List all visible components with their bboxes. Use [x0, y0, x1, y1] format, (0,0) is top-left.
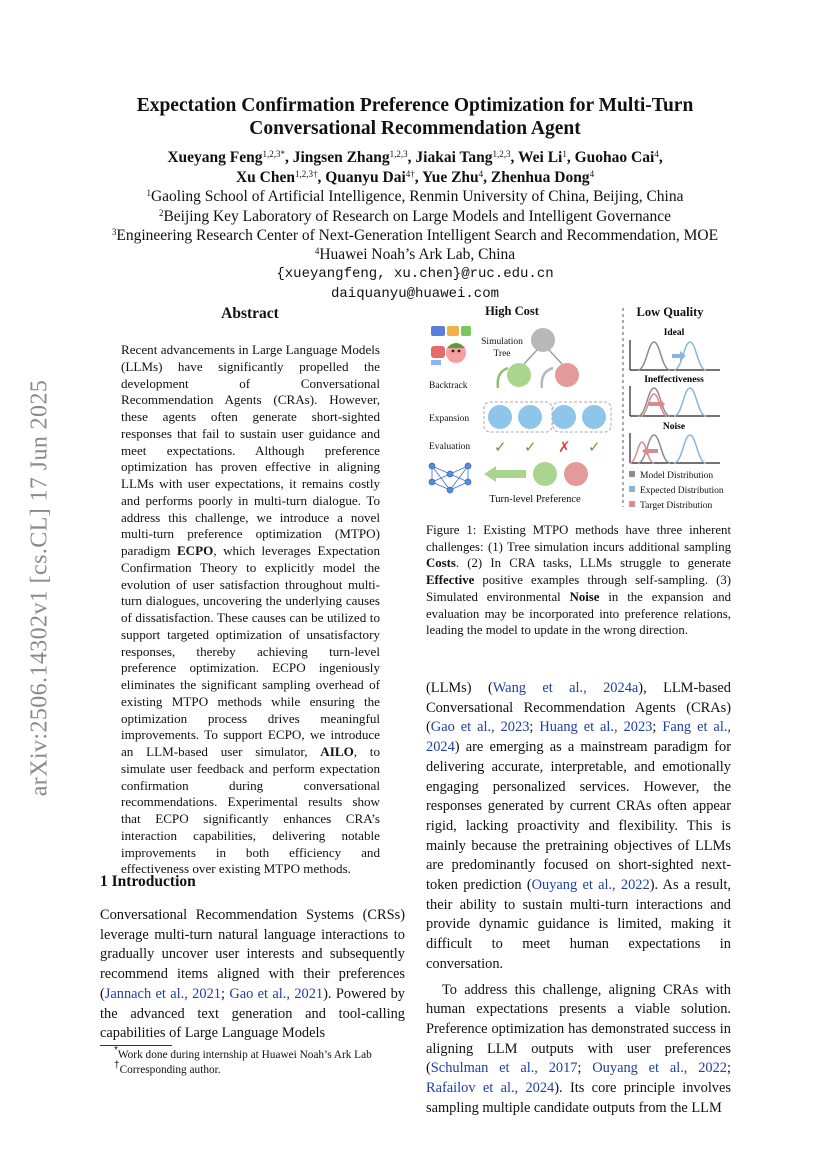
- footnote-text: Corresponding author.: [119, 1064, 221, 1076]
- author-name: Wei Li: [518, 149, 563, 166]
- expansion-node: [552, 405, 576, 429]
- author-name: Jingsen Zhang: [292, 149, 390, 166]
- title-line-1: Expectation Confirmation Preference Optimization for Multi-Turn: [136, 95, 694, 116]
- figure-1: [416, 302, 736, 514]
- affiliation-text: Gaoling School of Artificial Intelligence, Renmin University of China, Beijing, China: [150, 188, 684, 205]
- email-line-1: {xueyangfeng, xu.chen}@ruc.edu.cn: [276, 266, 554, 282]
- fig-ideal-label: Ideal: [663, 328, 685, 338]
- abstract-text: , to simulate user feedback and perform expectation confirmation during conversational recommendations. Experimental results show that ECPO significantly enhances CRA’s interaction capabilities, delivering notable improvements in both efficiency and effectiveness over existing MTPO methods.: [121, 744, 380, 877]
- author-name: Jiakai Tang: [415, 149, 493, 166]
- citation-link[interactable]: Gao et al., 2021: [229, 985, 324, 1002]
- fig-simulation-label: Simulation: [481, 337, 523, 347]
- affiliation-sup: 3: [111, 227, 117, 237]
- title-line-2: Conversational Recommendation Agent: [249, 118, 581, 139]
- fig-noise-label: Noise: [662, 422, 686, 432]
- caption-bold: Effective: [426, 573, 475, 588]
- citation-link[interactable]: Jannach et al., 2021: [104, 985, 221, 1002]
- fig-low-quality-label: Low Quality: [636, 305, 704, 319]
- footnote-rule: [100, 1045, 172, 1046]
- author-name: Guohao Cai: [574, 149, 655, 166]
- author-line-2: Xu Chen$^{1,2,3\dagger}$, Quanyu Dai$^{4\dagger}$, Yue Zhu$^4$, Zhenhua Dong$^4$: [235, 169, 595, 186]
- abstract-text: , which leverages Expectation Confirmation Theory to explicitly model the evolution of user satisfaction throughout multi-turn dialogues, uncovering the underlying causes of dissatisfaction. These causes can be utilized to support targeted optimization of unsatisfactory responses, thereby achieving turn-level preference optimization. ECPO ingeniously eliminates the significant sampling overhead of existing MTPO methods while ensuring the optimization process drives meaningful improvements. To support ECPO, we introduce an LLM-based user simulator,: [121, 543, 380, 759]
- caption-paragraph: [426, 522, 731, 639]
- affiliation-4: [40, 245, 790, 265]
- author-sup: 1,2,3: [492, 149, 511, 159]
- tree-node-red: [555, 363, 579, 387]
- fig-high-cost-label: High Cost: [485, 304, 539, 318]
- citation-link[interactable]: Huang et al., 2023: [539, 719, 653, 736]
- body-text: ;: [577, 1060, 593, 1077]
- paper-title: [60, 94, 770, 140]
- tree-edge: [524, 350, 537, 364]
- author-sup: 4†: [405, 169, 415, 179]
- author-name: Quanyu Dai: [325, 169, 406, 186]
- citation-link[interactable]: Rafailov et al., 2024: [426, 1080, 555, 1097]
- arxiv-stamp-text: arXiv:2506.14302v1 [cs.CL] 17 Jun 2025: [26, 379, 53, 797]
- footnote-text: Work done during internship at Huawei Noah’s Ark Lab: [117, 1049, 372, 1061]
- affiliation-1: [40, 187, 790, 207]
- intro-heading: 1 Introduction: [100, 873, 196, 890]
- ideal-distribution-plot: [630, 340, 720, 370]
- author-sup: 1,2,3†: [294, 169, 318, 179]
- rejected-node: [564, 462, 588, 486]
- intro-paragraph: [426, 981, 731, 1119]
- caption-text: Figure 1: Existing MTPO methods have three inherent challenges: (1) Tree simulation incurs additional sampling: [426, 523, 731, 554]
- footnote: [100, 1045, 420, 1063]
- body-text: ;: [220, 985, 230, 1002]
- ineffectiveness-distribution-plot: [630, 386, 720, 416]
- backtrack-arrow: [498, 368, 508, 388]
- noise-distribution-plot: [630, 433, 720, 463]
- tree-node-green: [507, 363, 531, 387]
- body-text: (LLMs) (: [426, 680, 493, 696]
- intro-paragraph: [100, 906, 405, 1044]
- legend-swatch-expected: [629, 486, 635, 492]
- citation-link[interactable]: Wang et al., 2024a: [492, 680, 639, 696]
- author-sup: 1,2,3: [389, 149, 408, 159]
- author-sup: 1,2,3*: [262, 149, 285, 159]
- footnote-mark: *: [114, 1045, 118, 1056]
- body-text: ;: [652, 719, 663, 736]
- fig-evaluation-label: Evaluation: [429, 442, 471, 452]
- intro-right-column: [426, 679, 731, 1118]
- body-text: ). As a result, their ability to sustain multi-turn interactions and provide dynamic guidance is limited, making it difficult to meet human expectations in conversation.: [426, 877, 732, 972]
- citation-link[interactable]: Ouyang et al., 2022: [592, 1060, 727, 1077]
- body-text: ), LLM-based Conversational Recommendation Agents (CRAs) (: [426, 680, 731, 736]
- author-sup: 4: [589, 169, 595, 179]
- neural-network-icon: [429, 463, 471, 493]
- body-text: To address this challenge, aligning CRAs with human expectations presents a viable solution. Preference optimization has demonstrated success in aligning LLM outputs with user preferences (: [426, 981, 731, 1077]
- author-line-1: Xueyang Feng$^{1,2,3*}$, Jingsen Zhang$^{1,2,3}$, Jiakai Tang$^{1,2,3}$, Wei Li$^1$, Guohao Cai$^4$,: [167, 149, 663, 166]
- body-text: ) are emerging as a mainstream paradigm for delivering accurate, interpretable, and emotionally engaging personalized services. However, the responses generated by current CRAs often appear rigid, lacking proactivity and flexibility. This is mainly because the pretraining objectives of LLMs are predominantly focused on short-sighted next-token prediction (: [426, 739, 731, 894]
- citation-link[interactable]: Schulman et al., 2017: [430, 1060, 578, 1077]
- check-icon: ✓: [524, 438, 537, 456]
- affiliation-text: Engineering Research Center of Next-Generation Intelligent Search and Recommendation, MOE: [116, 227, 719, 244]
- tree-root-node: [531, 328, 555, 352]
- fig-expansion-label: Expansion: [429, 414, 470, 424]
- legend-swatch-target: [629, 501, 635, 507]
- body-text: ;: [726, 1060, 731, 1077]
- tree-edge: [549, 350, 562, 364]
- legend-expected-label: Expected Distribution: [640, 486, 724, 496]
- citation-link[interactable]: Fang et al., 2024: [426, 719, 732, 756]
- author-name: Xu Chen: [235, 169, 295, 186]
- email-line-2: daiquanyu@huawei.com: [330, 286, 500, 302]
- author-name: Xueyang Feng: [167, 149, 263, 166]
- caption-bold: Noise: [569, 589, 600, 604]
- legend-swatch-model: [629, 471, 635, 477]
- author-name: Zhenhua Dong: [490, 169, 590, 186]
- affiliation-3: [40, 226, 790, 246]
- abstract-paragraph: [121, 342, 380, 878]
- check-icon: ✓: [588, 438, 601, 456]
- expansion-node: [582, 405, 606, 429]
- footnote: [100, 1060, 420, 1078]
- abstract-bold: AILO: [320, 744, 354, 759]
- caption-text: . (2) In CRA tasks, LLMs struggle to generate: [455, 556, 731, 571]
- preferred-node: [533, 462, 557, 486]
- intro-paragraph: [426, 679, 731, 975]
- footnote-mark: †: [114, 1060, 120, 1071]
- affiliation-sup: 2: [158, 208, 164, 218]
- caption-bold: Costs: [426, 556, 456, 571]
- author-sup: 4: [478, 169, 484, 179]
- abstract-heading: Abstract: [221, 305, 279, 322]
- affiliation-text: Beijing Key Laboratory of Research on Large Models and Intelligent Governance: [163, 208, 672, 225]
- body-text: Conversational Recommendation Systems (CRSs) leverage multi-turn natural language interactions to gradually uncover user interests and subsequently recommend items aligned with their preferences (: [100, 907, 405, 1002]
- citation-link[interactable]: Ouyang et al., 2022: [531, 877, 650, 894]
- author-sup: 4: [654, 149, 659, 159]
- caption-text: positive examples through self-sampling. (3) Simulated environmental: [426, 573, 731, 604]
- intro-left-column: [100, 906, 405, 1044]
- affiliation-sup: 1: [146, 188, 151, 198]
- abstract-text: Recent advancements in Large Language Models (LLMs) have significantly propelled the development of Conversational Recommendation Agents (CRAs). However, these agents often generate short-sighted responses that fail to sustain user guidance and meet expectations. Although preference optimization has proven effective in aligning LLMs with user expectations, it remains costly and performs poorly in multi-turn dialogue. To address this challenge, we introduce a novel multi-turn preference optimization (MTPO) paradigm: [121, 342, 380, 558]
- fig-backtrack-label: Backtrack: [429, 381, 468, 391]
- preference-arrow-icon: [484, 466, 526, 482]
- abstract-body: [121, 342, 380, 878]
- citation-link[interactable]: Gao et al., 2023: [430, 719, 530, 736]
- body-text: ;: [529, 719, 540, 736]
- robot-agent-icon: [431, 326, 471, 365]
- fig-turn-level-label: Turn-level Preference: [489, 494, 581, 505]
- check-icon: ✓: [494, 438, 507, 456]
- footnotes: [100, 1045, 420, 1078]
- expansion-node: [488, 405, 512, 429]
- caption-text: in the expansion and evaluation may be incorporated into preference relations, leading the model to update in the wrong direction.: [426, 589, 731, 638]
- body-text: ). Powered by the advanced text generation and tool-calling capabilities of Large Language Models: [100, 985, 405, 1042]
- fig-ineffectiveness-label: Ineffectiveness: [644, 375, 704, 385]
- author-name: Yue Zhu: [421, 169, 479, 186]
- affiliation-sup: 4: [314, 246, 320, 256]
- cross-icon: ✗: [558, 438, 571, 456]
- body-text: ). Its core principle involves sampling multiple candidate outputs from the LLM: [426, 1080, 731, 1116]
- expansion-node: [518, 405, 542, 429]
- affiliation-text: Huawei Noah’s Ark Lab, China: [319, 246, 516, 263]
- abstract-bold: ECPO: [176, 543, 214, 558]
- backtrack-arrow: [542, 368, 553, 388]
- legend-target-label: Target Distribution: [640, 501, 713, 511]
- legend-model-label: Model Distribution: [640, 471, 714, 481]
- author-sup: 1: [562, 149, 567, 159]
- figure-caption: [426, 522, 731, 639]
- affiliation-2: [40, 207, 790, 227]
- fig-tree-label: Tree: [493, 349, 511, 359]
